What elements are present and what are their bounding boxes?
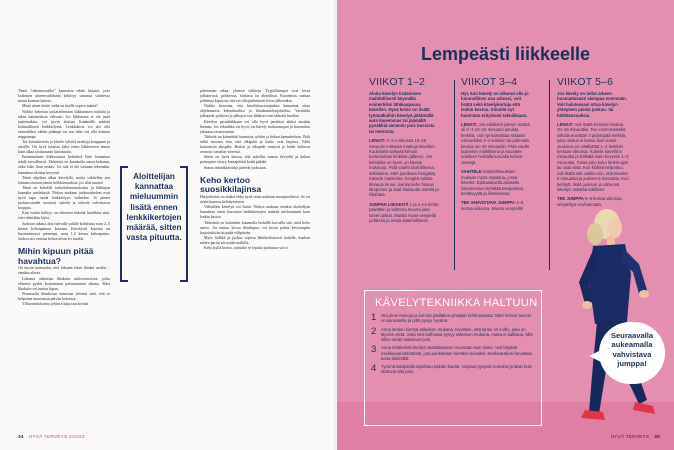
- step-text: Ota pieni etunoja ja kohota päälakea ylöspäin kohti taivasta. Näin kehosi asento on kannateltu ja ryhti pysyy hyvänä.: [381, 313, 532, 324]
- pullquote-bracket: [180, 280, 186, 282]
- body-paragraph: Tärkeää on kiinnittää huomiota ryhtiin ja kehon kannatteluun. Pidä selkä suorana niin, että olkapäät ja lantio ovat linjassa. Vältä katsomista alaspäin. Hartiat ja olkapäät rennosti ja kädet heiluvat rennosti vartalon vieressä.: [200, 134, 310, 155]
- week-lead: Jos kävely on tullut arkeen huomattavasti aiempaa enemmän. Voit halutessasi ottaa kävelyn yhteyteen pieniä juoksu- tai hölkkäosuuksia.: [557, 91, 627, 118]
- body-paragraph: Tee kotiaskereita ja kävele lyhyitä matkoja kauppaan ja asioille. On hyvä totuttaa keho ensin liikkeeseen ennen kuin alkaa rasittamaan harrastusta.: [18, 140, 110, 155]
- body-paragraph: Keho kyllä kertoo, tottuuko se lopulta juoksuun vai ei.: [204, 246, 289, 251]
- page-title: Lempeästi liikkeelle: [420, 44, 591, 64]
- instruction-label: TEE JUMPPA: [557, 196, 584, 202]
- body-paragraph: Tämä ohjelma alkaa kävelyllä, mutta vähitellen sen lomaan otetaan pieniä hölkkäosuuksia, jos siltä tuntuu!: [18, 175, 110, 185]
- body-paragraph: Kävelyn peruskiihkaan voi olla hyvä perehtyä aluksi ainakin hieman. Jos tekniikka on hyvä, on kävely mukavampaa ja kuormitus jakautuu tasaisemmin.: [200, 119, 310, 134]
- body-paragraph: Yliluormituksesta johtuva kipu taas kestää: [22, 302, 89, 307]
- body-paragraph: Juoksun aikana alas tulevalle jalalle kohdistuu noin 2–5 kertaa kehonpainon kuorma. Kävelyssä kuorma on huomattavasti pienempi, noin 1,2 kertaa kehonpaino. Juoksu siis rasittaa kehoa aivan eri tavalla.: [18, 221, 110, 241]
- body-paragraph: Vähitellen kävelyä voi lisätä. Nirkon mukaan etenkin aloittelijan kannattaa ensin kasvattaa lenkkikertojen määrää mieluummin kuin lenkin kestoa.: [200, 205, 310, 220]
- technique-steps: [371, 313, 537, 378]
- step-number: 2: [371, 325, 377, 337]
- instruction-label: LENKIT:: [461, 122, 478, 128]
- page-number: 34: [18, 434, 24, 439]
- body-paragraph: Nirkko korostaa, että kävelyharrastajankin kannattaa ottaa ohjelmaansa kehonhuoltoa ja lihaskuntoharjoittelua. Varsinkin jalkaterät, pohkeet ja jalkojen isot lihakset ovat tärkeitä huoltaa.: [200, 104, 310, 119]
- body-paragraph: On täysin normaalia, että liikunta tekee lihaksi aroiksi – etenkin alussa.: [18, 266, 110, 276]
- body-paragraph: Tämä ”rakennusvaihe” kannattaa tehdä hitaasti, jotta kudosten aineenvaihdunta kehittyy samassa suhteessa muun kunnon kanssa.: [18, 89, 110, 104]
- body-paragraph: Kun vauhti kiihtyy, on ehtoinen tärkeää huolehtia siitä, ettei tekniikka kärsi.: [18, 211, 110, 221]
- body-paragraph: Mistä sitten tietää, mikä on itselle sopiva määrä?: [22, 104, 98, 109]
- week-heading: VIIKOT 1–2: [369, 77, 426, 88]
- instruction-text: 4–5 kertaa viikossa. Muista venytellä!: [461, 200, 524, 211]
- week-lead: Hyt, kun kävely on alkanut olla jo luonnollinen osa arkeasi, voit lisätä sekä kävelykertoja että lenkin kestoa. Kiinnitä nyt huomiota erityisesti tekniikkaan.: [461, 91, 529, 118]
- week-3-4: [461, 77, 531, 215]
- week-lead: Aloita kävelyn lisäämisen mahdollisesti käymällä esimerkiksi lähikaupassa kävellen. Hyvä keino on lisätä työmatkoihin kävelyä jättämällä auto kauemmas tai jäämällä pysäkkiä aiemmin pois bussista tai metrosta.: [369, 91, 435, 134]
- pullquote-bracket: [122, 280, 128, 282]
- body-paragraph: Tämä on kehollle tarkoituksenmukaista ja liikkujan kannalta mielekästä. Nirkon mukaan juoksuaskeleet ovat hyvä tapa tuoda lenkkeilyyn vaihtelua. Jo pienet juoksuosuudet nostavat sykettä ja tekevät vahvistavat kroppaa.: [18, 186, 110, 211]
- instruction-text: 2–3 x viikossa 10–15 minuutin mittaisia matkoja kävellen. Kuulostele tarkasti kehosi tuntemuksia lenkkien jälkeen. Jos tekniikka on hyvä, on kävely mukavaa. Pidä vauhti rauhallisena, sellaisena, ettet juurikaan hengästy. Katsele maisemia, hengitä raitista ilmaa ja tunne, kuinka keho hiukan lämpenee ja saat tilaisuutta miettiä ja liikahtaa.: [369, 138, 439, 198]
- body-paragraph: Samat tekniikkavinkit pätevät juoksuun.: [204, 165, 267, 170]
- instruction-label: LENKIT:: [557, 122, 574, 128]
- magazine-name: HYVÄ TERVEYS 2/2022: [28, 434, 85, 439]
- instruction-text: Voit lisätä lenkkien kestoa 30–45 minuuttiin. Tee ensimmäisellä viikolla enintään 3 pidempää lenkkiä, jotta rasitus ei kasva liian isoksi. Juoksua voi sisällyttää 1–2 lenkkiin kertaan viikossa. Kokeile kävellä 5 minuuttia ja hölkätä siten kevyesti 1–2 minuuttia. Toista joko koko lenkin ajan tai osan siitä. Kun hölkkä helpottuu, voit lisätä sitä vaikka niin, että kävelet 5 minuuttia ja juokset 5 minuuttia. Kun kehitytt, lisää juoksun ja vähennä kävelyn määrää edelleen.: [557, 122, 629, 192]
- step-number: 4: [371, 363, 377, 374]
- magazine-name: HYVÄ TERVEYS: [610, 434, 650, 439]
- step-text: Anna lantion kiertyä askeleen mukana. Kuvittele, että lantio on kulho, joka on täynnä vettä. Jotta vesi kulhossa pysyy askeleen mukana, mutta ei kallistua, sillä sillon vedet valuisivat pois.: [381, 326, 533, 342]
- body-paragraph: Normaalin lihaskivun tunnistaa yleensä siitä, että se helpottaa muutaman päivän kuluessa.: [18, 291, 110, 301]
- pullquote: [120, 166, 188, 282]
- step-text: Työnnä takajalalla tapahtuu päkiän kautta. Varpaat pysyvät rentoina ja lääin kuin tahtuvat alta pois.: [381, 364, 532, 375]
- body-paragraph: Sitten on hyvä katsoa, että askellus tuntuu kevyeltä ja kehon painopiste siirtyy kantapäästä kohti päkiää.: [200, 155, 310, 165]
- technique-step: [371, 327, 537, 343]
- pullquote-bracket: [180, 166, 186, 168]
- instruction-label: VAIHTELE: [461, 169, 482, 175]
- step-text: Anna rintakehän kiertyä vastakkaiseen suuntaan kuin lantio. Voit käyttää mielikuvaa tiskirätistä, jota puristetaan kiertäen kuivaksi. Keskivartalosi kuvastaa tuota tiskirättiä.: [381, 345, 532, 361]
- speech-bubble: [599, 322, 665, 384]
- week-instruction: [461, 200, 531, 211]
- body-paragraph: Liikunta aiheuttaa lihaksiin mikrovaurioita, jotka elimistö pyrkii korjaamaan palautumisen aikana. Siksi lihaksiin voi tuntua kipua.: [18, 276, 110, 291]
- footer-right: [611, 434, 660, 439]
- week-instruction: [557, 122, 631, 192]
- instruction-label: LENKIT:: [369, 138, 386, 144]
- technique-title: KÄVELYTEKNIIKKA HALTUUN: [375, 297, 538, 309]
- instruction-text: 5–6 kertaa viikossa, venytellyä unohtamatta.: [557, 196, 623, 207]
- week-instruction: [461, 122, 531, 165]
- pullquote-text: Aloittelijan kannattaa mieluummin lisätä ennen lenkkikertojen määrää, sitten vasta pituutta.: [126, 172, 182, 243]
- step-number: 3: [371, 344, 377, 356]
- body-paragraph: Nirkko kehottaa tarkastelemaan liikkumisen määrää ja aikaa tuntemuksia vahvasti. Jos liikkuessa ei ole juuri tuntemuksia, voi hyvin aloittaa lisäämällä määrää kohtuullisesti lenkkeilyssä. Lenkkikerta voi siis olla esimerkiksi vähän pidempi tai sen tahti voi olla hieman reippaampi.: [18, 109, 110, 139]
- week-instruction: [461, 169, 531, 196]
- column-divider: [454, 80, 455, 270]
- week-instruction: [369, 138, 439, 197]
- instruction-text: Jos edellisen jakson määrä oli 2–3 10–15 minuutin pituista lenkkiä, voit nyt kasvattaa määrän esimerkiksi 3–4 lenkkiin tai pidentää kestoa 15–30 minuuttiin. Pidä vauhti kuitenkin maltillisena ja kuuntele edelleen herkällä korvalla kehosi viestejä.: [461, 122, 530, 165]
- section-subheading: Mihin kipuun pitää havahtua?: [18, 245, 94, 266]
- callout-text: Seuraavalla aukeamalla vahvistava jumppa!: [610, 331, 654, 369]
- step-number: 1: [371, 312, 377, 323]
- week-instruction: [369, 202, 439, 224]
- week-heading: VIIKOT 5–6: [557, 77, 614, 88]
- section-subheading: Keho kertoo suosikkilajinsa: [200, 174, 262, 195]
- body-paragraph: Tärkeintä on kuitenkin kuunnella herkällä korvalla sitä, mitä keho sanoo. Jos tuntuu kovaa lihaskipua, voi hyvin palata kevyempiin harjoituksiin tai pitää välipäivän.: [200, 220, 310, 235]
- page-number: 35: [654, 434, 660, 439]
- week-5-6: [557, 77, 631, 211]
- technique-step: [371, 364, 537, 375]
- week-heading: VIIKOT 3–4: [461, 77, 518, 88]
- right-page: [337, 0, 674, 450]
- body-paragraph: Myös hölkkä ja juoksu sopivat lähtökohtaisesti kaikille, kunhan niiden pariin siirrytään maltilla.: [200, 236, 310, 246]
- instruction-text: 1 ja 2 voi tehdä päivittäin ja kahtena muuna joka toinen päivä. Muista myös venytellä pohkeita ja reisiä säännöllisesti.: [369, 201, 439, 223]
- article-column-2: [200, 89, 310, 252]
- body-paragraph: Ensimmäinen liikkuvuutta kehittävä liike kannattaa tehdä turvallisesti. Tärkeintä on kuunnella omaa kehoaan, onko liike liian raskas. Jos sitä ei ole tottunut tekemään, kannattaa aloittaa kevyesti.: [18, 155, 110, 175]
- technique-step: [371, 345, 537, 361]
- pullquote-bracket: [122, 166, 128, 168]
- instruction-text: mahdollisuuksien mukaan myös maastoa, jossa kävelet. Epätasaisella alustalla käveleminen kehittää tasapainoa, kestävyyttä ja lihaskuntoa.: [461, 169, 525, 196]
- technique-step: [371, 313, 537, 324]
- technique-box: [364, 290, 542, 426]
- body-paragraph: Harjoittelusi on aluksi ehkä hyvä ottaa mukaan monipuolisesti. Se on avain kunnon kehittymiseen.: [200, 195, 310, 205]
- body-paragraph: pidemmän aikaa, yleensä viikkoja. Tyypillisimpiä ovat kivut jalkaterissä, pohkeissa, lonkissa tai alaselässä. Kuormitus saattaa pahentaa kipua tai sitä voi olla pidemmän levon jälkeenkin.: [200, 89, 310, 104]
- walking-woman-photo: [535, 204, 674, 450]
- instruction-label: JUMPAN LIIKKEITÄ: [369, 201, 409, 207]
- week-1-2: [369, 77, 439, 227]
- article-column-1: [18, 89, 110, 307]
- footer-left: [18, 434, 85, 439]
- instruction-label: TEE VAHVISTAVA JUMPPA: [461, 200, 515, 206]
